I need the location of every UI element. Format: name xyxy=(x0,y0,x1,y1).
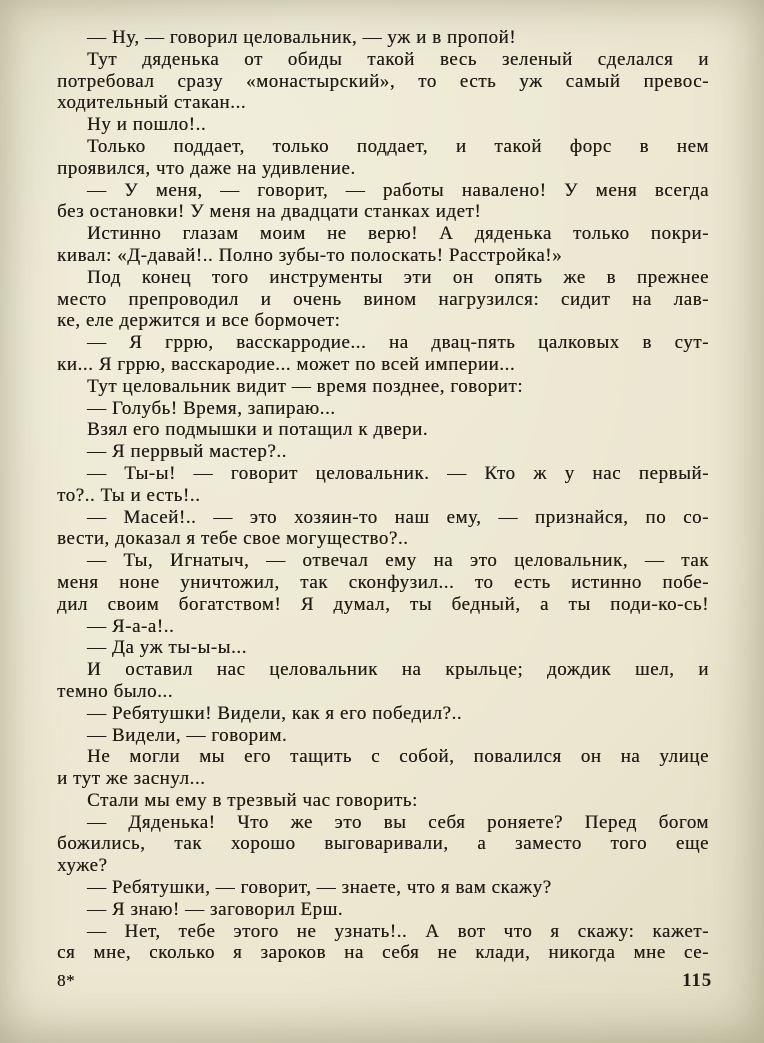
text-line: меня ноне уничтожил, так сконфузил... то есть истинно побе- xyxy=(57,571,709,593)
page-footer xyxy=(57,970,712,992)
text-line: Не могли мы его тащить с собой, повалился он на улице xyxy=(87,746,709,768)
text-line: Истинно глазам моим не верю! А дяденька только покри- xyxy=(87,223,709,245)
text-line: ся мне, сколько я зароков на себя не клади, никогда мне се- xyxy=(57,942,709,964)
text-line: — Ты-ы! — говорит целовальник. — Кто ж у нас первый- xyxy=(87,462,709,484)
text-line: Тут целовальник видит — время позднее, говорит: xyxy=(87,375,524,397)
text-line: и тут же заснул... xyxy=(57,768,206,790)
text-line: — Дяденька! Что же это вы себя роняете? Перед богом xyxy=(87,811,709,833)
text-line: божились, так хорошо выговаривали, а заместо того еще xyxy=(57,833,709,855)
text-line: — Голубь! Время, запираю... xyxy=(87,397,336,419)
text-line: ки... Я гррю, васскародие... может по всей империи... xyxy=(57,353,516,375)
text-line: — Нет, тебе этого не узнать!.. А вот что я скажу: кажет- xyxy=(87,920,709,942)
text-line: место препроводил и очень вином нагрузился: сидит на лав- xyxy=(57,288,709,310)
text-line: темно было... xyxy=(57,680,173,702)
text-line: — Масей!.. — это хозяин-то наш ему, — признайся, по со- xyxy=(87,506,709,528)
text-line: — Ты, Игнатыч, — отвечал ему на это целовальник, — так xyxy=(87,550,709,572)
text-line: — Я знаю! — заговорил Ерш. xyxy=(87,898,344,920)
text-line: хуже? xyxy=(57,855,108,877)
page-text xyxy=(57,27,709,964)
text-line: Только поддает, только поддает, и такой форс в нем xyxy=(87,135,709,157)
text-line: ходительный стакан... xyxy=(57,92,247,114)
text-line: Ну и пошло!.. xyxy=(87,114,207,136)
text-line: Взял его подмышки и потащил к двери. xyxy=(87,419,428,441)
page-number: 115 xyxy=(682,970,712,991)
text-line: кивал: «Д-давай!.. Полно зубы-то полоскать! Расстройка!» xyxy=(57,244,563,266)
text-line: вести, доказал я тебе свое могущество?.. xyxy=(57,528,409,550)
text-line: — Ну, — говорил целовальник, — уж и в пропой! xyxy=(87,27,517,48)
text-line: — Я гррю, васскарродие... на двац-пять цалковых в сут- xyxy=(87,332,709,354)
text-line: — Ребятушки, — говорит, — знаете, что я вам скажу? xyxy=(87,877,552,899)
text-line: И оставил нас целовальник на крыльце; дождик шел, и xyxy=(87,659,709,681)
text-line: дил своим богатством! Я думал, ты бедный, а ты поди-ко-сь! xyxy=(57,593,709,615)
signature-mark: 8* xyxy=(57,971,75,990)
text-line: — У меня, — говорит, — работы навалено! У меня всегда xyxy=(87,179,709,201)
text-line: Под конец того инструменты эти он опять же в прежнее xyxy=(87,266,709,288)
text-line: Тут дяденька от обиды такой весь зеленый сделался и xyxy=(87,48,709,70)
text-line: без остановки! У меня на двадцати станках идет! xyxy=(57,201,482,223)
text-line: Стали мы ему в трезвый час говорить: xyxy=(87,789,418,811)
text-line: — Видели, — говорим. xyxy=(87,724,288,746)
text-line: ке, еле держится и все бормочет: xyxy=(57,310,341,332)
text-line: — Ребятушки! Видели, как я его победил?.. xyxy=(87,702,463,724)
text-line: то?.. Ты и есть!.. xyxy=(57,484,201,506)
text-line: потребовал сразу «монастырский», то есть уж самый превос- xyxy=(57,70,709,92)
text-line: — Я перрвый мастер?.. xyxy=(87,441,287,463)
text-line: проявился, что даже на удивление. xyxy=(57,157,356,179)
text-line: — Да уж ты-ы-ы... xyxy=(87,637,247,659)
text-line: — Я-а-а!.. xyxy=(87,615,175,637)
